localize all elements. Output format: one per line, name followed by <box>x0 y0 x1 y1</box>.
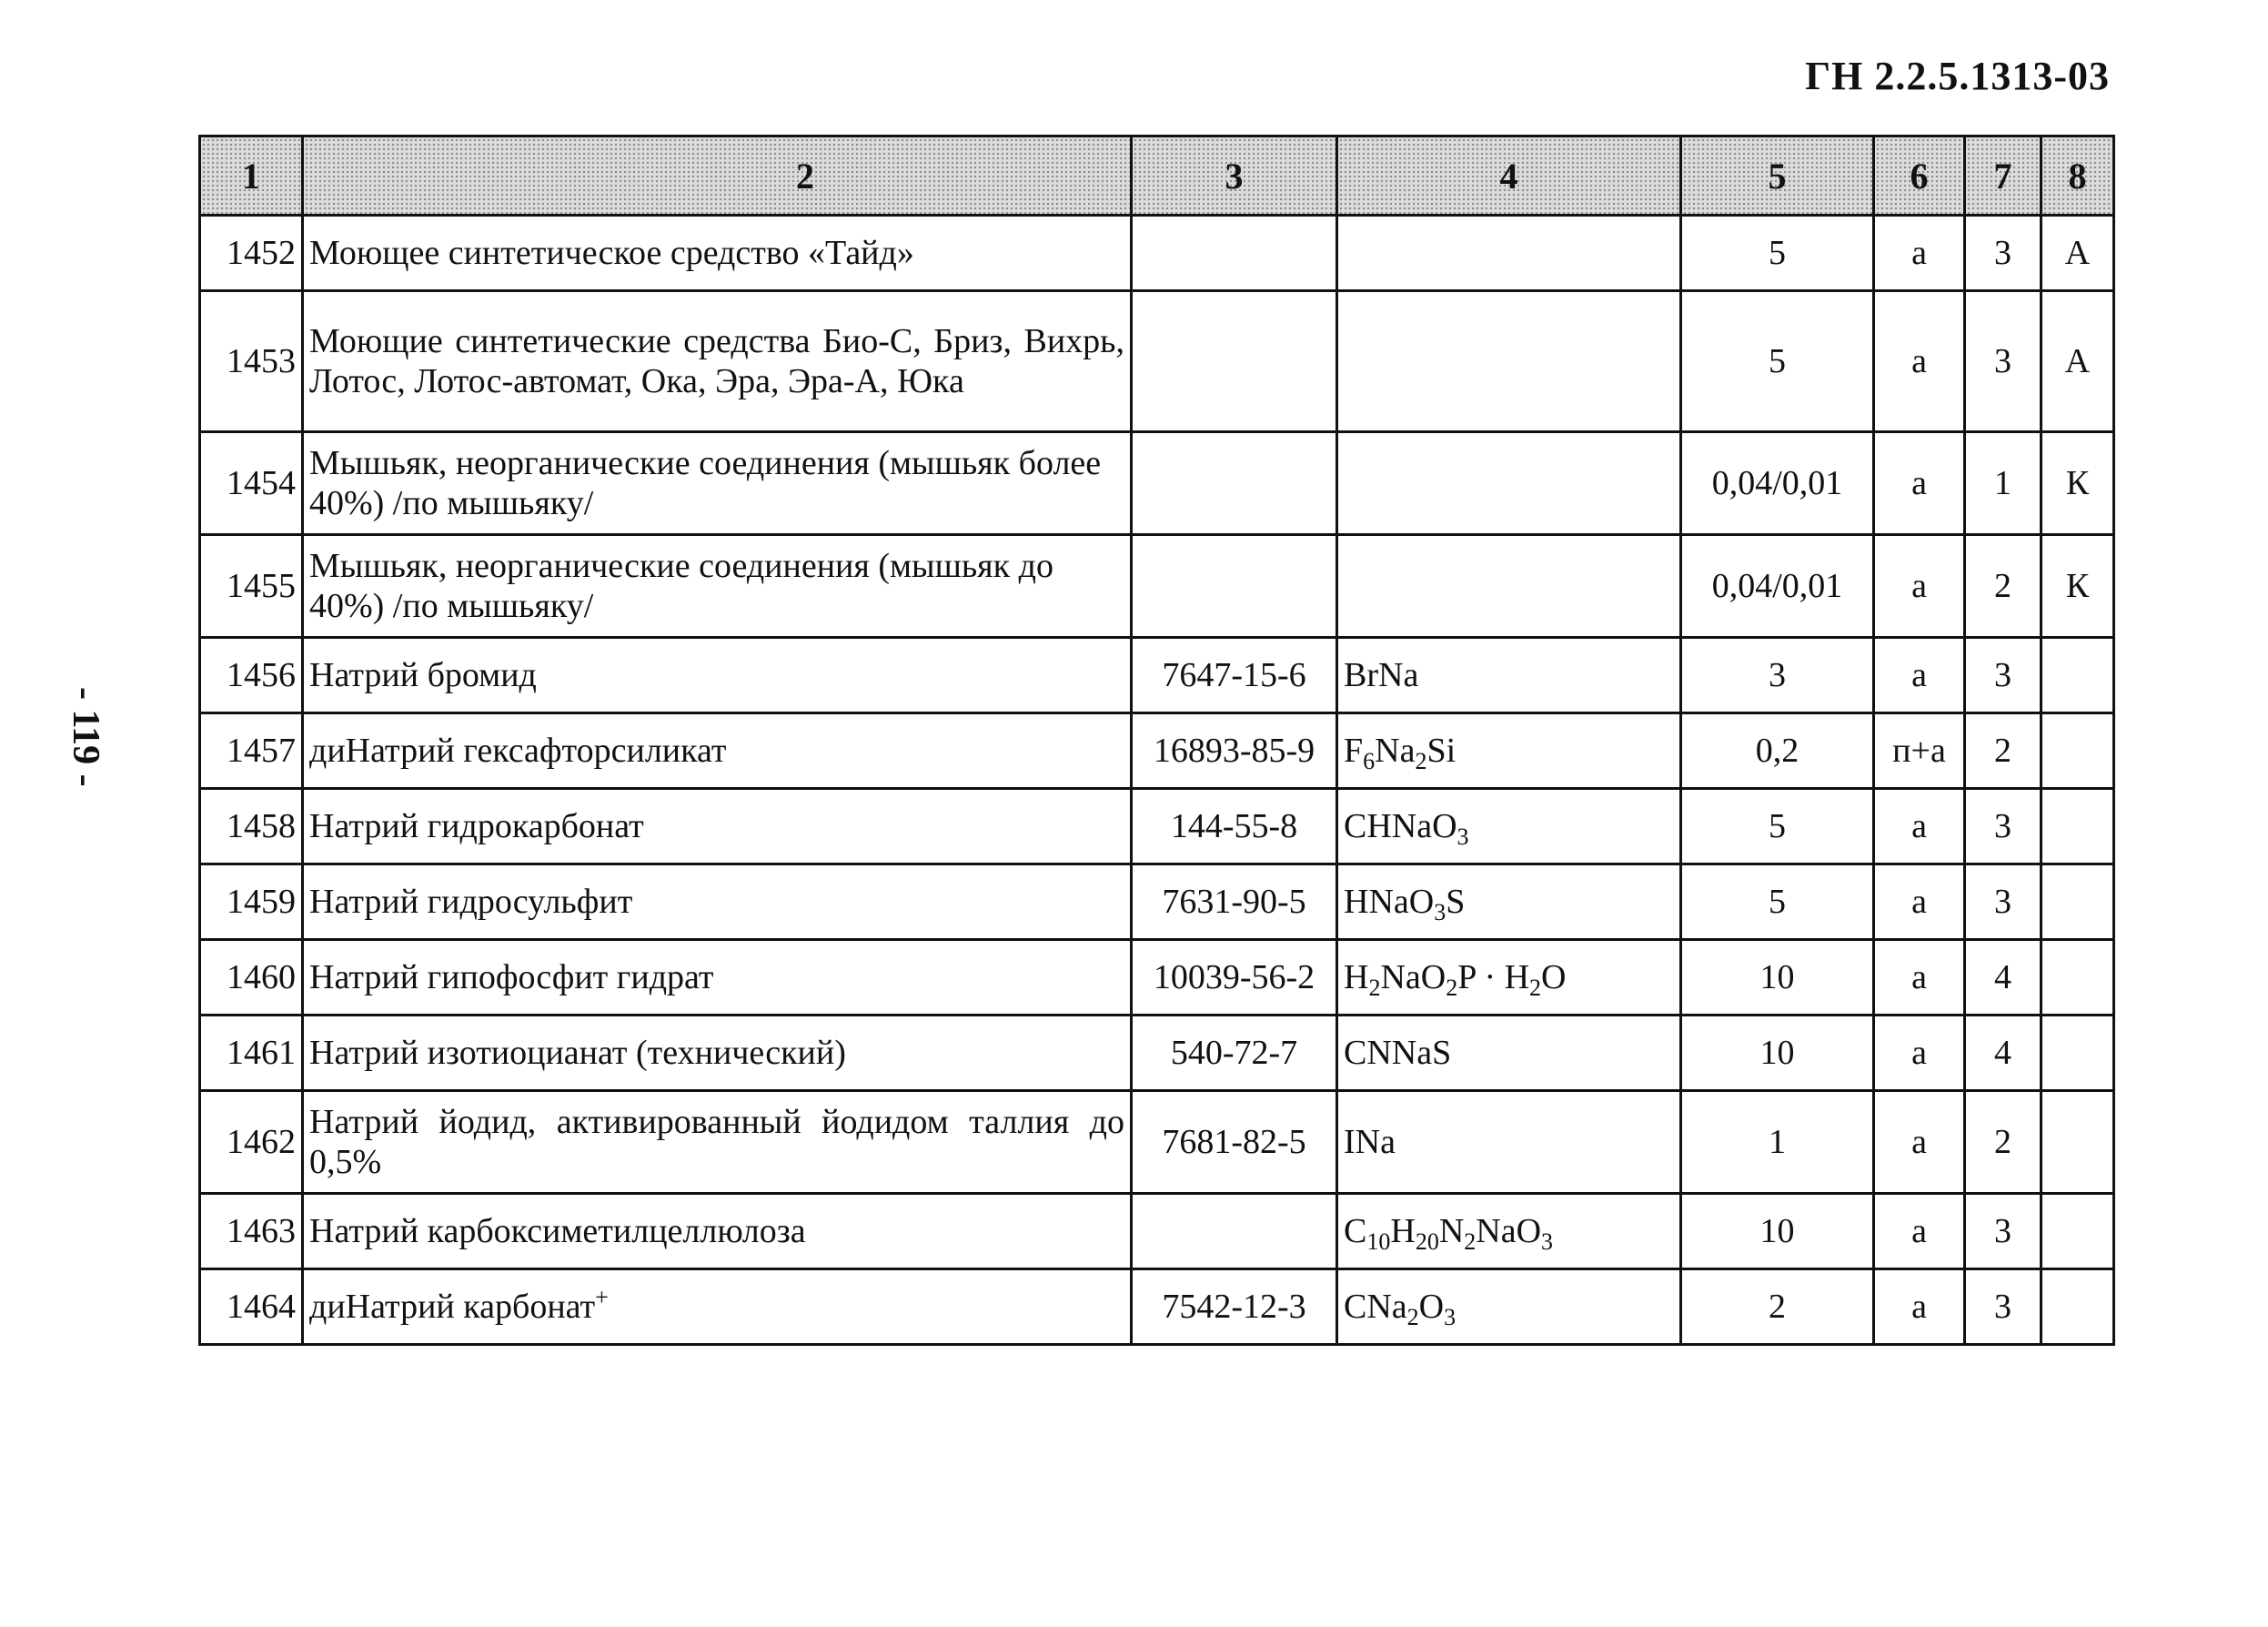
aggregate-state-cell: а <box>1874 432 1965 535</box>
hazard-class-cell: 3 <box>1965 216 2041 291</box>
limit-value-cell: 0,04/0,01 <box>1681 432 1874 535</box>
effect-note-cell <box>2041 1194 2114 1269</box>
substance-name-cell: Натрий гидрокарбонат <box>303 789 1132 864</box>
effect-note-cell: К <box>2041 432 2114 535</box>
table-row <box>200 864 2114 940</box>
cas-number-cell: 7542-12-3 <box>1132 1269 1337 1345</box>
hazard-class-cell: 3 <box>1965 1269 2041 1345</box>
effect-note-cell <box>2041 1269 2114 1345</box>
formula-cell <box>1337 291 1681 432</box>
substance-name-cell: Натрий гидросульфит <box>303 864 1132 940</box>
cas-number-cell <box>1132 535 1337 638</box>
hazard-class-cell: 3 <box>1965 864 2041 940</box>
cas-number-cell <box>1132 1194 1337 1269</box>
aggregate-state-cell: а <box>1874 864 1965 940</box>
effect-note-cell: А <box>2041 216 2114 291</box>
limit-value-cell: 0,04/0,01 <box>1681 535 1874 638</box>
cas-number-cell: 540-72-7 <box>1132 1016 1337 1091</box>
substance-name-cell: диНатрий гексафторсиликат <box>303 713 1132 789</box>
table-row <box>200 535 2114 638</box>
hazard-class-cell: 1 <box>1965 432 2041 535</box>
hazard-class-cell: 4 <box>1965 1016 2041 1091</box>
limit-value-cell: 5 <box>1681 291 1874 432</box>
effect-note-cell <box>2041 638 2114 713</box>
row-number-cell: 1458 <box>200 789 303 864</box>
substance-name-cell: Натрий бромид <box>303 638 1132 713</box>
row-number-cell: 1452 <box>200 216 303 291</box>
aggregate-state-cell: а <box>1874 1269 1965 1345</box>
table-header-row <box>200 136 2114 216</box>
hazard-class-cell: 3 <box>1965 291 2041 432</box>
row-number-cell: 1456 <box>200 638 303 713</box>
effect-note-cell <box>2041 713 2114 789</box>
page-number: - 119 - <box>65 687 106 787</box>
substance-name-cell: Натрий гипофосфит гидрат <box>303 940 1132 1016</box>
limit-value-cell: 5 <box>1681 864 1874 940</box>
table-row <box>200 432 2114 535</box>
aggregate-state-cell: а <box>1874 1091 1965 1194</box>
cas-number-cell: 10039-56-2 <box>1132 940 1337 1016</box>
aggregate-state-cell: а <box>1874 1194 1965 1269</box>
table-row <box>200 1269 2114 1345</box>
substance-name-cell: диНатрий карбонат+ <box>303 1269 1132 1345</box>
table-body <box>200 216 2114 1345</box>
formula-cell <box>1337 535 1681 638</box>
effect-note-cell <box>2041 1091 2114 1194</box>
formula-cell: $C_{10}H_{20}N_2NaO_3$ <box>1337 1194 1681 1269</box>
cas-number-cell: 16893-85-9 <box>1132 713 1337 789</box>
limit-value-cell: 10 <box>1681 940 1874 1016</box>
effect-note-cell <box>2041 789 2114 864</box>
substance-name-cell: Натрий карбоксиметилцеллюлоза <box>303 1194 1132 1269</box>
effect-note-cell: К <box>2041 535 2114 638</box>
aggregate-state-cell: а <box>1874 789 1965 864</box>
aggregate-state-cell: а <box>1874 940 1965 1016</box>
row-number-cell: 1463 <box>200 1194 303 1269</box>
aggregate-state-cell: а <box>1874 535 1965 638</box>
aggregate-state-cell: п+а <box>1874 713 1965 789</box>
limit-value-cell: 2 <box>1681 1269 1874 1345</box>
aggregate-state-cell: а <box>1874 216 1965 291</box>
column-header: 2 <box>303 136 1132 216</box>
effect-note-cell <box>2041 940 2114 1016</box>
formula-cell <box>1337 432 1681 535</box>
hazard-class-cell: 3 <box>1965 1194 2041 1269</box>
column-header: 4 <box>1337 136 1681 216</box>
formula-cell: $F_6Na_2Si$ <box>1337 713 1681 789</box>
column-header: 5 <box>1681 136 1874 216</box>
table-row <box>200 1194 2114 1269</box>
cas-number-cell <box>1132 216 1337 291</box>
aggregate-state-cell: а <box>1874 1016 1965 1091</box>
limit-value-cell: 3 <box>1681 638 1874 713</box>
formula-cell: HNaO$_3$S <box>1337 864 1681 940</box>
hygiene-standards-table <box>198 135 2115 1346</box>
formula-cell: $H_2NaO_2P \cdot H_2O$ <box>1337 940 1681 1016</box>
hazard-class-cell: 2 <box>1965 713 2041 789</box>
effect-note-cell: А <box>2041 291 2114 432</box>
hazard-class-cell: 3 <box>1965 638 2041 713</box>
row-number-cell: 1462 <box>200 1091 303 1194</box>
table-row <box>200 1016 2114 1091</box>
substance-name-cell: Мышьяк, неорганические соединения (мышьяк более 40%) /по мышьяку/ <box>303 432 1132 535</box>
document-code: ГН 2.2.5.1313-03 <box>1805 54 2110 98</box>
hazard-class-cell: 4 <box>1965 940 2041 1016</box>
row-number-cell: 1453 <box>200 291 303 432</box>
hazard-class-cell: 3 <box>1965 789 2041 864</box>
cas-number-cell <box>1132 291 1337 432</box>
substance-name-cell: Натрий изотиоцианат (технический) <box>303 1016 1132 1091</box>
table-row <box>200 1091 2114 1194</box>
table-row <box>200 638 2114 713</box>
row-number-cell: 1461 <box>200 1016 303 1091</box>
table-row <box>200 713 2114 789</box>
row-number-cell: 1454 <box>200 432 303 535</box>
effect-note-cell <box>2041 1016 2114 1091</box>
effect-note-cell <box>2041 864 2114 940</box>
table-row <box>200 216 2114 291</box>
limit-value-cell: 0,2 <box>1681 713 1874 789</box>
limit-value-cell: 1 <box>1681 1091 1874 1194</box>
row-number-cell: 1459 <box>200 864 303 940</box>
table-row <box>200 291 2114 432</box>
limit-value-cell: 10 <box>1681 1194 1874 1269</box>
column-header: 3 <box>1132 136 1337 216</box>
formula-cell <box>1337 216 1681 291</box>
substance-name-cell: Моющие синтетические средства Био-С, Бриз, Вихрь, Лотос, Лотос-автомат, Ока, Эра, Эра-А, Юка <box>303 291 1132 432</box>
column-header: 1 <box>200 136 303 216</box>
formula-cell: INa <box>1337 1091 1681 1194</box>
table-row <box>200 789 2114 864</box>
column-header: 7 <box>1965 136 2041 216</box>
limit-value-cell: 5 <box>1681 789 1874 864</box>
column-header: 6 <box>1874 136 1965 216</box>
hazard-class-cell: 2 <box>1965 1091 2041 1194</box>
row-number-cell: 1457 <box>200 713 303 789</box>
substance-name-cell: Натрий йодид, активированный йодидом таллия до 0,5% <box>303 1091 1132 1194</box>
substance-name-cell: Моющее синтетическое средство «Тайд» <box>303 216 1132 291</box>
column-header: 8 <box>2041 136 2114 216</box>
formula-cell: $CNa_2O_3$ <box>1337 1269 1681 1345</box>
cas-number-cell: 7647-15-6 <box>1132 638 1337 713</box>
aggregate-state-cell: а <box>1874 638 1965 713</box>
formula-cell: CHNaO$_3$ <box>1337 789 1681 864</box>
limit-value-cell: 10 <box>1681 1016 1874 1091</box>
cas-number-cell: 7631-90-5 <box>1132 864 1337 940</box>
cas-number-cell: 7681-82-5 <box>1132 1091 1337 1194</box>
formula-cell: BrNa <box>1337 638 1681 713</box>
row-number-cell: 1464 <box>200 1269 303 1345</box>
hazard-class-cell: 2 <box>1965 535 2041 638</box>
aggregate-state-cell: а <box>1874 291 1965 432</box>
cas-number-cell <box>1132 432 1337 535</box>
row-number-cell: 1455 <box>200 535 303 638</box>
row-number-cell: 1460 <box>200 940 303 1016</box>
cas-number-cell: 144-55-8 <box>1132 789 1337 864</box>
limit-value-cell: 5 <box>1681 216 1874 291</box>
substance-name-cell: Мышьяк, неорганические соединения (мышьяк до 40%) /по мышьяку/ <box>303 535 1132 638</box>
formula-cell: CNNaS <box>1337 1016 1681 1091</box>
table-row <box>200 940 2114 1016</box>
